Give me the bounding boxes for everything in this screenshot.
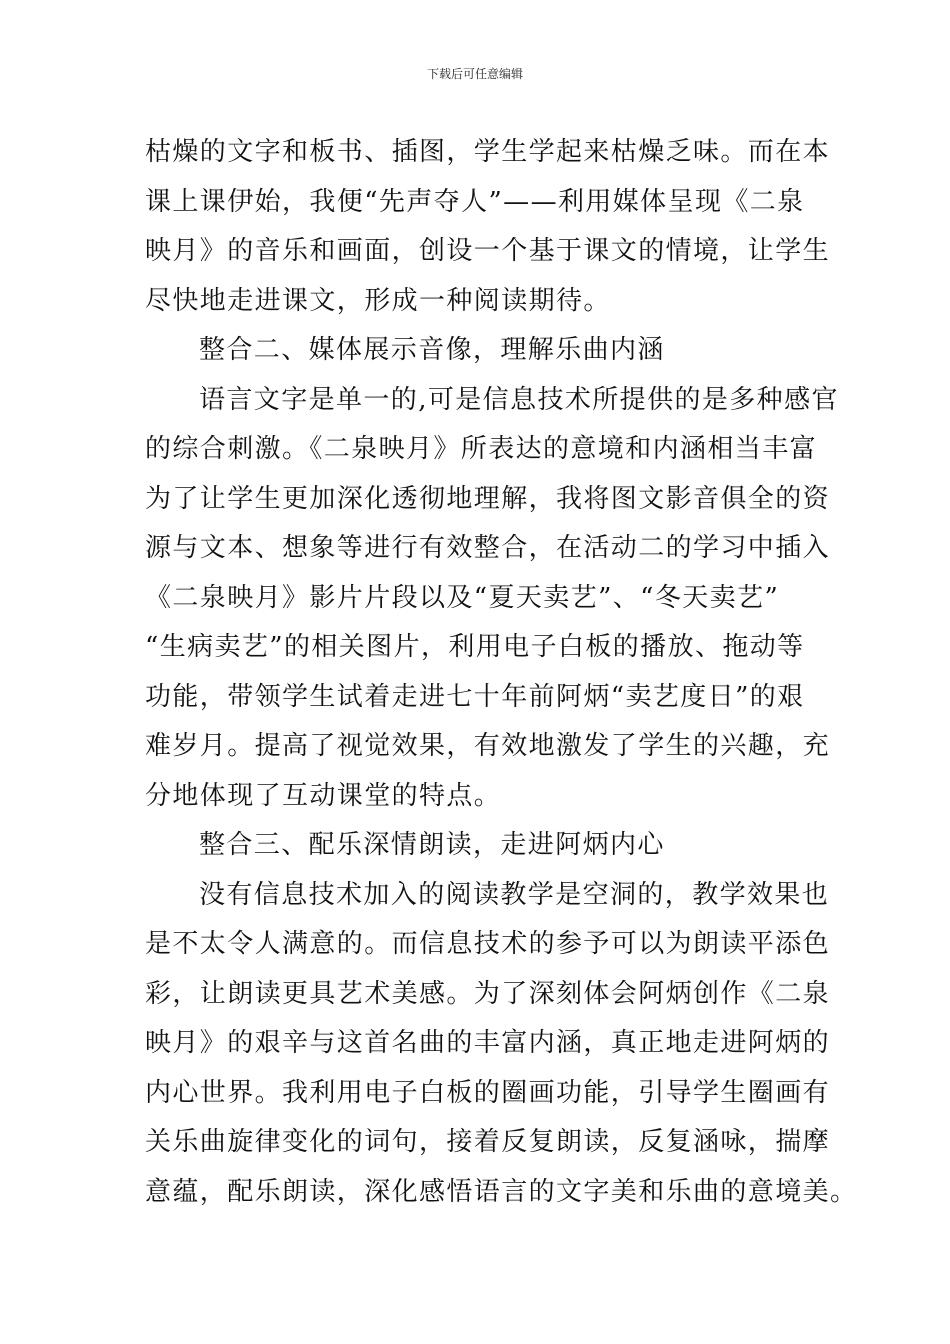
section-heading: 整合三、配乐深情朗读，走进阿炳内心 — [199, 830, 665, 860]
text-line: 的综合刺激。《二泉映月》所表达的意境和内涵相当丰富 — [145, 434, 818, 464]
text-line: 没有信息技术加入的阅读教学是空洞的，教学效果也 — [199, 879, 830, 910]
text-line: 是不太令人满意的。而信息技术的参予可以为朗读平添色 — [145, 929, 831, 959]
text-line: 意蕴，配乐朗读，深化感悟语言的文字美和乐曲的意境美。 — [145, 1176, 858, 1207]
text-line: 分地体现了互动课堂的特点。 — [145, 780, 502, 811]
text-line: 《二泉映月》影片片段以及“夏天卖艺”、“冬天卖艺” — [145, 582, 780, 613]
text-line: 源与文本、想象等进行有效整合，在活动二的学习中插入 — [145, 533, 831, 563]
document-body — [145, 128, 858, 1217]
text-line: 功能，带领学生试着走进七十年前阿炳“卖艺度日”的艰 — [145, 681, 805, 712]
page-header: 下载后可任意编辑 — [426, 67, 523, 81]
text-line: 语言文字是单一的,可是信息技术所提供的是多种感官 — [199, 384, 839, 415]
text-line: 彩，让朗读更具艺术美感。为了深刻体会阿炳创作《二泉 — [145, 978, 831, 1009]
text-line: 课上课伊始，我便“先声夺人”——利用媒体呈现《二泉 — [145, 186, 805, 217]
text-line: 映月》的音乐和画面，创设一个基于课文的情境，让学生 — [145, 236, 831, 266]
text-line: 难岁月。提高了视觉效果，有效地激发了学生的兴趣，充 — [145, 731, 831, 761]
section-heading: 整合二、媒体展示音像，理解乐曲内涵 — [199, 335, 665, 365]
text-line: 映月》的艰辛与这首名曲的丰富内涵，真正地走进阿炳的 — [145, 1028, 831, 1058]
text-line: 内心世界。我利用电子白板的圈画功能，引导学生圈画有 — [145, 1077, 831, 1108]
text-line: 枯燥的文字和板书、插图，学生学起来枯燥乏味。而在本 — [145, 137, 831, 167]
text-line: 为了让学生更加深化透彻地理解，我将图文影音俱全的资 — [145, 483, 831, 514]
text-line: 尽快地走进课文，形成一种阅读期待。 — [145, 285, 611, 316]
text-line: 关乐曲旋律变化的词句，接着反复朗读，反复涵咏，揣摩 — [145, 1127, 831, 1157]
text-line: “生病卖艺”的相关图片，利用电子白板的播放、拖动等 — [145, 632, 805, 662]
